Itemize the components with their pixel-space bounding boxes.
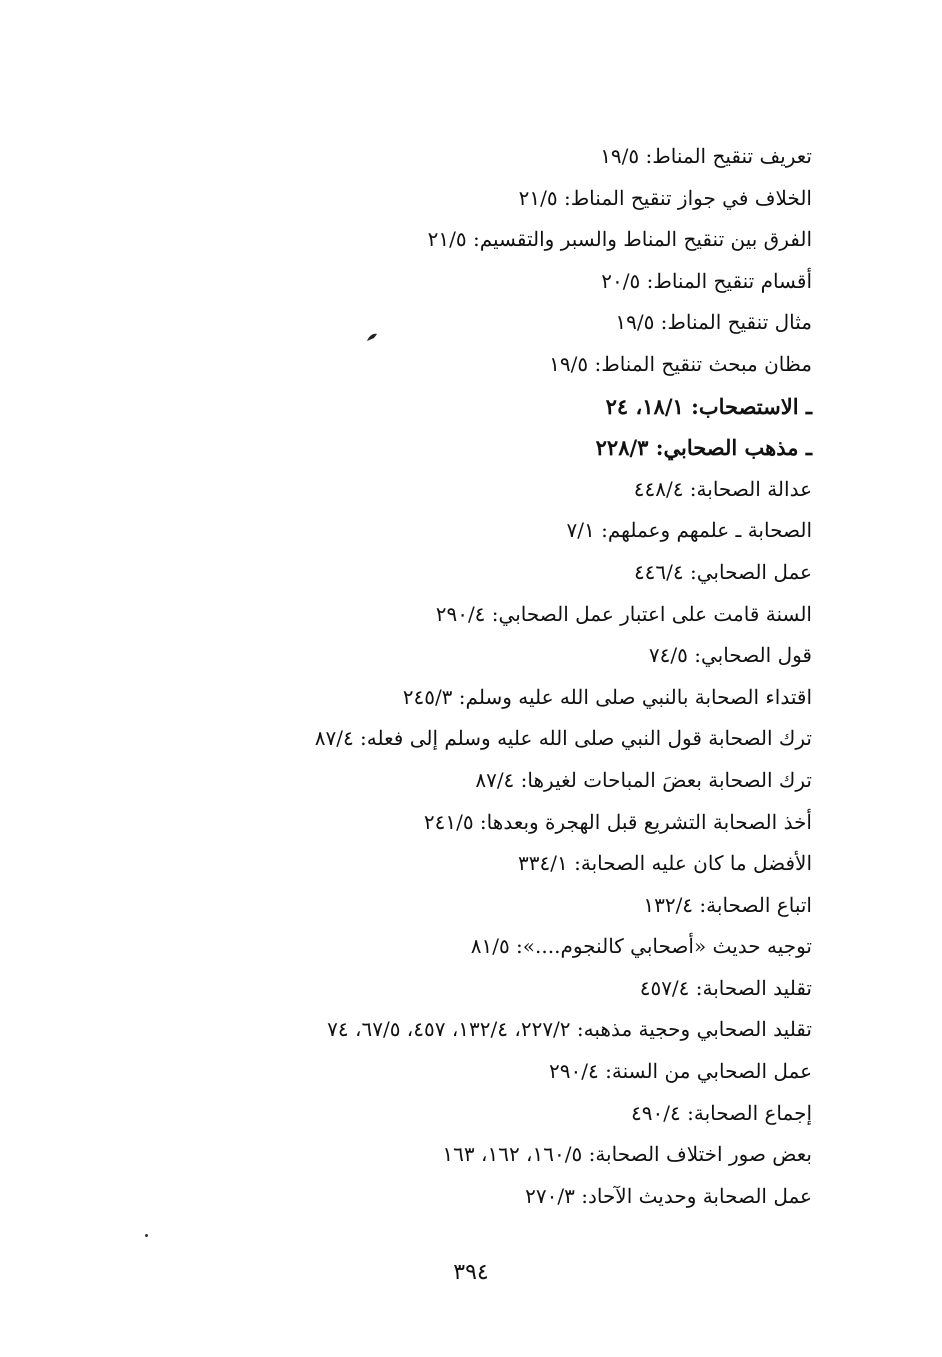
stray-ink-mark xyxy=(365,330,379,344)
index-entry: الخلاف في جواز تنقيح المناط: ٢١/٥ xyxy=(518,185,812,210)
page-number: ٣٩٤ xyxy=(453,1260,489,1285)
index-entry: السنة قامت على اعتبار عمل الصحابي: ٢٩٠/٤ xyxy=(435,601,812,626)
index-entry: أخذ الصحابة التشريع قبل الهجرة وبعدها: ٢٤١/٥ xyxy=(423,809,812,834)
index-entry: تقليد الصحابي وحجية مذهبه: ٢٢٧/٢، ١٣٢/٤، ٤٥٧، ٦٧/٥، ٧٤ xyxy=(327,1017,812,1042)
index-entry: عمل الصحابة وحديث الآحاد: ٢٧٠/٣ xyxy=(525,1183,812,1208)
index-entry: قول الصحابي: ٧٤/٥ xyxy=(648,643,812,668)
index-entry: مثال تنقيح المناط: ١٩/٥ xyxy=(615,310,812,335)
index-entries-list xyxy=(252,136,812,1217)
index-entry: اتباع الصحابة: ١٣٢/٤ xyxy=(643,892,812,917)
index-entry: إجماع الصحابة: ٤٩٠/٤ xyxy=(631,1100,812,1125)
index-entry: توجيه حديث «أصحابي كالنجوم....»: ٨١/٥ xyxy=(470,934,812,959)
stray-dot xyxy=(145,1234,148,1237)
index-entry: الفرق بين تنقيح المناط والسبر والتقسيم: ٢١/٥ xyxy=(427,227,812,252)
index-entry: ـ الاستصحاب: ١٨/١، ٢٤ xyxy=(605,393,812,419)
index-entry: ـ مذهب الصحابي: ٢٢٨/٣ xyxy=(595,435,812,461)
index-entry: الأفضل ما كان عليه الصحابة: ٣٣٤/١ xyxy=(518,851,812,876)
index-entry: عمل الصحابي: ٤٤٦/٤ xyxy=(633,559,812,584)
index-entry: بعض صور اختلاف الصحابة: ١٦٠/٥، ١٦٢، ١٦٣ xyxy=(442,1142,812,1167)
index-entry: عمل الصحابي من السنة: ٢٩٠/٤ xyxy=(549,1059,812,1084)
index-entry: عدالة الصحابة: ٤٤٨/٤ xyxy=(633,476,812,501)
index-entry: أقسام تنقيح المناط: ٢٠/٥ xyxy=(601,268,812,293)
index-entry: ترك الصحابة قول النبي صلى الله عليه وسلم إلى فعله: ٨٧/٤ xyxy=(314,726,812,751)
index-entry: اقتداء الصحابة بالنبي صلى الله عليه وسلم: ٢٤٥/٣ xyxy=(402,684,812,709)
index-entry: تعريف تنقيح المناط: ١٩/٥ xyxy=(600,144,812,168)
index-entry: الصحابة ـ علمهم وعملهم: ٧/١ xyxy=(566,518,812,543)
index-entry: ترك الصحابة بعضَ المباحات لغيرها: ٨٧/٤ xyxy=(475,767,812,792)
index-entry: مظان مبحث تنقيح المناط: ١٩/٥ xyxy=(549,351,812,376)
index-entry: تقليد الصحابة: ٤٥٧/٤ xyxy=(639,975,812,1000)
